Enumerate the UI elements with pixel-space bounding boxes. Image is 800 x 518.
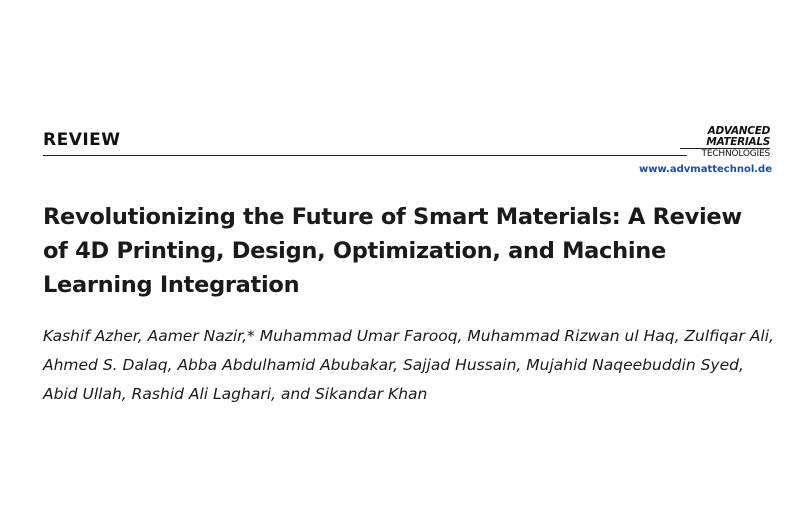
header-rule [43, 155, 687, 156]
journal-logo-line3: TECHNOLOGIES [680, 148, 770, 159]
author-list: Kashif Azher, Aamer Nazir,* Muhammad Umar Farooq, Muhammad Rizwan ul Haq, Zulfiqar Ali, Ahmed S. Dalaq, Abba Abdulhamid Abubakar, Sajjad Hussain, Mujahid Naqeebuddin Syed, Abid Ullah, Rashid Ali Laghari, and Sikandar Khan [43, 327, 774, 403]
section-label: REVIEW [43, 130, 121, 150]
journal-logo-line1: ADVANCED [707, 125, 770, 137]
journal-logo [680, 126, 770, 159]
journal-url-link[interactable]: www.advmattechnol.de [638, 164, 772, 175]
article-title: Revolutionizing the Future of Smart Materials: A Review of 4D Printing, Design, Optimization, and Machine Learning Integration [43, 204, 742, 298]
journal-logo-line2: MATERIALS [706, 135, 770, 148]
